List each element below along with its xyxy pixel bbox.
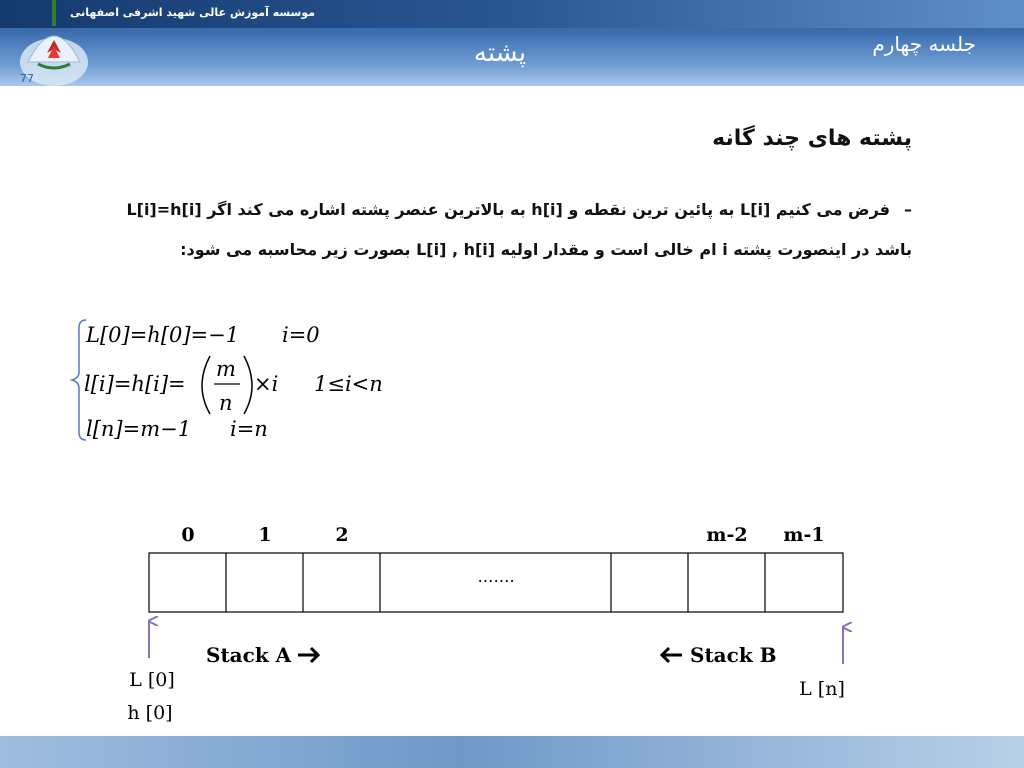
session-label: جلسه چهارم <box>872 32 976 56</box>
index-label: m-2 <box>706 524 748 546</box>
fraction-denominator: n <box>219 391 233 415</box>
formula-row-1: L[0]=h[0]=−1 <box>86 323 240 347</box>
index-label: 2 <box>335 524 349 546</box>
formula-row-2-times: ×i <box>254 372 279 396</box>
formula-row-3: l[n]=m−1 <box>86 417 192 441</box>
ellipsis-label: ……. <box>477 567 515 586</box>
formula-row-2-condition: 1≤i<n <box>314 372 383 396</box>
stack-a-label: Stack A <box>206 643 292 667</box>
formula-row-2-lhs: l[i]=h[i]= <box>84 372 186 396</box>
formula-row-1-condition: i=0 <box>282 323 320 347</box>
index-label: m-1 <box>783 524 825 546</box>
index-label: 1 <box>258 524 272 546</box>
bullet-line-2: باشد در اینصورت پشته i ام خالی است و مقدار اولیه L[i] , h[i] بصورت زیر محاسبه می شود: <box>180 240 912 259</box>
fraction-numerator: m <box>216 357 236 381</box>
left-paren-icon <box>202 356 210 414</box>
pointer-label-ln: L [n] <box>799 678 845 700</box>
pointer-label-h0: h [0] <box>127 702 173 724</box>
stack-b-label: Stack B <box>690 643 777 667</box>
slide-footer <box>0 736 1024 768</box>
institute-name: موسسه آموزش عالی شهید اشرفی اصفهانی <box>70 6 316 19</box>
bullet-paragraph <box>50 190 912 270</box>
right-paren-icon <box>244 356 252 414</box>
formula-row-3-condition: i=n <box>230 417 268 441</box>
slide-header <box>0 0 1024 86</box>
formula-block <box>70 316 400 446</box>
bullet-dash: – <box>904 200 912 219</box>
bullet-line-1: فرض می کنیم L[i] به پائین ترین نقطه و h[i] به بالاترین عنصر پشته اشاره می کند اگر L[i]=h[i] <box>126 200 890 219</box>
section-subtitle: پشته های چند گانه <box>712 126 912 151</box>
slide-title: پشته <box>473 38 527 68</box>
index-label: 0 <box>181 524 195 546</box>
pointer-label-l0: L [0] <box>129 669 175 691</box>
svg-text:77: 77 <box>20 72 34 85</box>
left-arrow-icon <box>662 648 682 662</box>
stack-diagram <box>110 515 890 735</box>
right-arrow-icon <box>298 648 318 662</box>
